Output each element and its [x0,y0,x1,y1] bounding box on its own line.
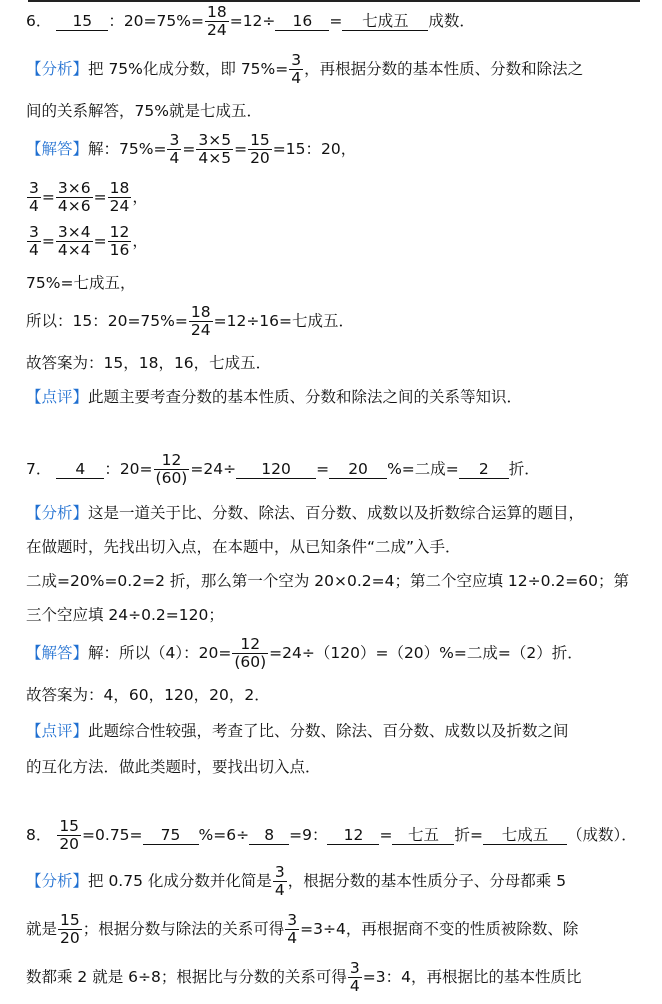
text-segment: =24÷（120）=（20）%=二成=（2）折． [269,644,583,662]
fraction-numerator: 18 [109,179,130,197]
text-segment: ， [132,232,148,250]
fraction-numerator: 12 [232,636,268,654]
fraction-denominator: 4 [29,197,39,215]
fraction-numerator: 12 [154,452,190,470]
text-segment: =15：20， [272,140,357,158]
q8-blank-2: 8 [249,826,289,845]
fraction-denominator: 4 [274,881,285,899]
fraction-denominator: 4 [349,977,360,995]
comment-tag: 【点评】 [26,722,89,740]
q6-analysis-cont: 间的关系解答，75%就是七成五． [26,102,262,120]
q6-fraction [205,4,229,39]
text-segment: =12÷16=七成五． [213,312,355,330]
text-segment: 成数． [428,12,475,30]
text-segment: = [316,460,330,478]
q7-blank-4: 2 [459,460,509,479]
q6-analysis [26,52,642,86]
q8-blank-1: 75 [143,826,199,845]
fraction [273,864,287,899]
q8-analysis-cont-1 [26,912,642,946]
text-segment: ：20=75%= [108,12,204,30]
q7-blank-1: 4 [56,460,104,479]
text-segment: =3：4，再根据比的基本性质比 [362,968,582,986]
q8-number: 8． [26,826,52,844]
q7-answer: 故答案为：4，60，120，20，2． [26,686,270,704]
text-segment: %=6÷ [198,826,250,844]
q6-answer: 故答案为：15，18，16，七成五． [26,354,272,372]
text-segment: = [182,140,196,158]
q6-blank-1: 15 [56,12,108,31]
fraction-denominator: 20 [60,929,80,947]
q7-solution [26,636,642,670]
fraction [248,132,272,167]
q8-fraction [57,818,81,853]
q6-blank-2: 16 [275,12,329,31]
text-segment: 折． [508,460,540,478]
solution-tag: 【解答】 [26,140,89,158]
analysis-tag: 【分析】 [26,504,89,522]
text-segment: %=二成= [387,460,459,478]
fraction-numerator: 3 [291,51,302,69]
fraction-numerator: 3 [29,179,39,197]
q6-solution [26,132,642,166]
fraction-denominator: 4 [169,149,180,167]
q6-comment [26,380,642,414]
text-segment: 此题综合性较强，考查了比、分数、除法、百分数、成数以及折数之间 [88,722,569,740]
fraction-numerator: 18 [190,303,211,321]
q7-fraction [154,452,190,487]
fraction [27,224,41,259]
fraction-denominator: 4 [29,241,39,259]
fraction-numerator: 15 [59,817,80,835]
fraction-denominator: 24 [206,21,227,39]
fraction-numerator: 15 [250,131,270,149]
text-segment: （成数）． [566,826,637,844]
q7-analysis-cont-1: 在做题时，先找出切入点，在本题中，从已知条件“二成”入手． [26,538,461,556]
fraction-numerator: 3×4 [57,223,91,241]
solution-tag: 【解答】 [26,644,89,662]
fraction [285,912,299,947]
text-segment: ；根据分数与除法的关系可得 [82,920,285,938]
text-segment: = [379,826,393,844]
fraction-denominator: 4×4 [57,241,91,259]
text-segment: 数都乘 2 就是 6÷8；根据比与分数的关系可得 [26,968,347,986]
q6-step-2: $\frac{3}{4}$ = $\frac{3\times 4}{4\times 4}$ = $\frac{12}{16}$ ， [29,223,148,259]
text-segment: =9： [289,826,328,844]
text-segment: =0.75= [82,826,143,844]
fraction [108,180,132,215]
fraction-denominator: 4×6 [57,197,91,215]
q7-analysis [26,496,642,530]
q8-question-line [26,818,642,852]
comment-tag: 【点评】 [26,388,89,406]
fraction-numerator: 15 [60,911,80,929]
q6-step-3: 75%=七成五， [26,274,136,292]
fraction-denominator: 20 [250,149,270,167]
fraction [108,224,132,259]
text-segment: =3÷4，再根据商不变的性质被除数、除 [300,920,579,938]
fraction-denominator: 4 [287,929,298,947]
q6-blank-3: 七成五 [342,12,428,31]
fraction-denominator: 4×5 [198,149,232,167]
q7-blank-3: 20 [329,460,387,479]
text-segment: ，根据分数的基本性质分子、分母都乘 5 [287,872,567,890]
text-segment: ， [132,188,148,206]
text-segment: 解：75%= [88,140,167,158]
fraction-denominator: (60) [234,653,267,671]
text-segment: 所以：15：20=75%= [26,312,188,330]
text-segment: ，再根据分数的基本性质、分数和除法之 [304,60,584,78]
q7-question-line [26,452,642,486]
fraction [196,132,233,167]
q7-analysis-cont-2: 二成=20%=0.2=2 折，那么第一个空为 20×0.2=4；第二个空应填 12÷0.2=60；第 [26,572,629,590]
q7-analysis-cont-3: 三个空应填 24÷0.2=120； [26,606,224,624]
text-segment: 此题主要考查分数的基本性质、分数和除法之间的关系等知识． [88,388,523,406]
text-segment: = [329,12,343,30]
fraction-numerator: 3×5 [198,131,232,149]
q8-blank-3: 12 [327,826,379,845]
fraction-numerator: 3 [169,131,180,149]
text-segment: 把 75%化成分数，即 75%= [88,60,289,78]
fraction [167,132,181,167]
fraction-numerator: 3 [29,223,39,241]
text-segment: =24÷ [190,460,237,478]
fraction-denominator: (60) [155,469,188,487]
top-rule [28,0,640,2]
q7-comment [26,714,642,748]
fraction-numerator: 12 [109,223,130,241]
fraction [232,636,268,671]
fraction [56,180,93,215]
fraction-denominator: 24 [190,321,211,339]
fraction-numerator: 3×6 [57,179,91,197]
fraction [58,912,82,947]
q8-analysis-cont-2 [26,960,642,994]
fraction-denominator: 16 [109,241,130,259]
fraction [289,52,303,87]
analysis-tag: 【分析】 [26,872,89,890]
q8-blank-5: 七成五 [483,826,567,845]
fraction [27,180,41,215]
q8-blank-4: 七五 [392,826,454,845]
fraction [348,960,362,995]
fraction [189,304,213,339]
text-segment: 这是一道关于比、分数、除法、百分数、成数以及折数综合运算的题目， [88,504,585,522]
fraction-denominator: 24 [109,197,130,215]
text-segment: 把 0.75 化成分数并化简是 [88,872,272,890]
fraction-numerator: 3 [349,959,360,977]
q7-blank-2: 120 [236,460,316,479]
q7-comment-cont: 的互化方法．做此类题时，要找出切入点． [26,758,321,776]
fraction-denominator: 4 [291,69,302,87]
q8-analysis [26,864,642,898]
analysis-tag: 【分析】 [26,60,89,78]
fraction-denominator: 20 [59,835,80,853]
q7-number: 7． [26,460,52,478]
fraction [56,224,93,259]
text-segment: ：20= [104,460,153,478]
text-segment: 就是 [26,920,58,938]
text-segment: = [234,140,248,158]
q6-conclusion [26,304,642,338]
fraction-numerator: 3 [287,911,298,929]
text-segment: =12÷ [229,12,276,30]
q6-step-1: $\frac{3}{4}$ = $\frac{3\times 6}{4\times 6}$ = $\frac{18}{24}$ ， [29,179,148,215]
text-segment: 解：所以（4）：20= [88,644,232,662]
fraction-numerator: 18 [206,3,227,21]
fraction-numerator: 3 [274,863,285,881]
text-segment: 折= [454,826,483,844]
q6-question-line [26,4,642,38]
q6-number: 6． [26,12,52,30]
